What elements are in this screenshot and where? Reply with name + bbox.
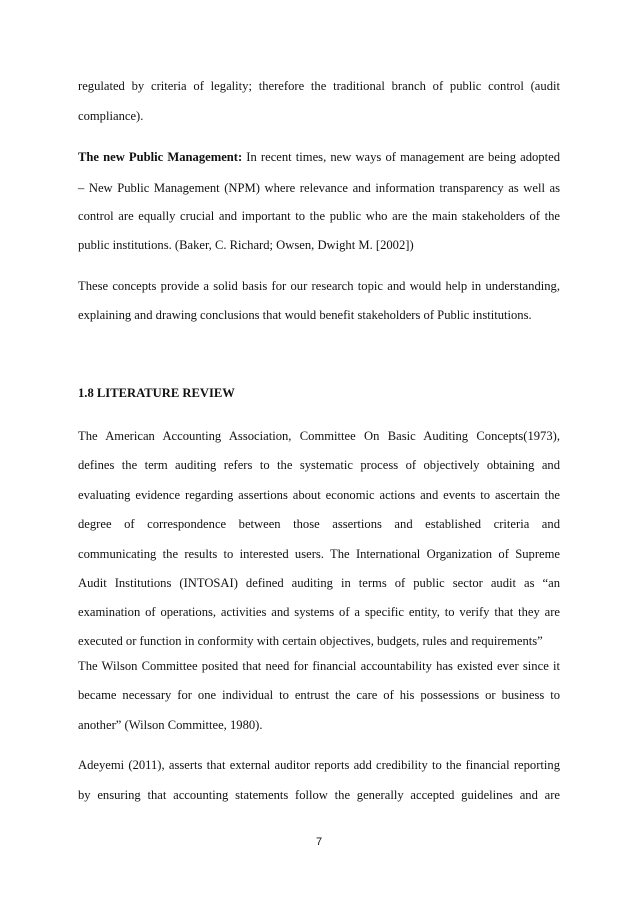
paragraph-line: The Wilson Committee posited that need for financial accountability has existed ever since it — [78, 659, 560, 673]
paragraph-line: – New Public Management (NPM) where relevance and information transparency as well as — [78, 181, 560, 195]
paragraph-heading: The new Public Management: — [78, 150, 243, 164]
paragraph-line: regulated by criteria of legality; therefore the traditional branch of public control (audit — [78, 79, 560, 93]
paragraph-line: control are equally crucial and important to the public who are the main stakeholders of the — [78, 209, 560, 223]
paragraph-line: executed or function in conformity with certain objectives, budgets, rules and requirements” — [78, 634, 543, 648]
paragraph-line: These concepts provide a solid basis for our research topic and would help in understanding, — [78, 279, 560, 293]
paragraph-line: evaluating evidence regarding assertions about economic actions and events to ascertain the — [78, 488, 560, 502]
paragraph-line: The American Accounting Association, Committee On Basic Auditing Concepts(1973), — [78, 429, 560, 443]
paragraph-line: another” (Wilson Committee, 1980). — [78, 718, 263, 732]
section-heading: 1.8 LITERATURE REVIEW — [78, 386, 235, 400]
paragraph-line: became necessary for one individual to entrust the care of his possessions or business to — [78, 688, 560, 702]
paragraph-line: by ensuring that accounting statements follow the generally accepted guidelines and are — [78, 788, 560, 802]
paragraph-line: defines the term auditing refers to the systematic process of objectively obtaining and — [78, 458, 560, 472]
paragraph-line: communicating the results to interested users. The International Organization of Supreme — [78, 547, 560, 561]
paragraph-line: public institutions. (Baker, C. Richard; Owsen, Dwight M. [2002]) — [78, 238, 414, 252]
paragraph-line: examination of operations, activities and systems of a specific entity, to verify that they are — [78, 605, 560, 619]
paragraph-text: In recent times, new ways of management are being adopted — [242, 150, 560, 164]
page-number: 7 — [315, 836, 323, 848]
paragraph-line: Adeyemi (2011), asserts that external auditor reports add credibility to the financial reporting — [78, 758, 560, 772]
document-page — [78, 0, 560, 903]
paragraph-line — [78, 149, 560, 165]
paragraph-line: compliance). — [78, 109, 144, 123]
paragraph-line: Audit Institutions (INTOSAI) defined auditing in terms of public sector audit as “an — [78, 576, 560, 590]
paragraph-line: explaining and drawing conclusions that would benefit stakeholders of Public institutions. — [78, 308, 532, 322]
paragraph-line: degree of correspondence between those assertions and established criteria and — [78, 517, 560, 531]
